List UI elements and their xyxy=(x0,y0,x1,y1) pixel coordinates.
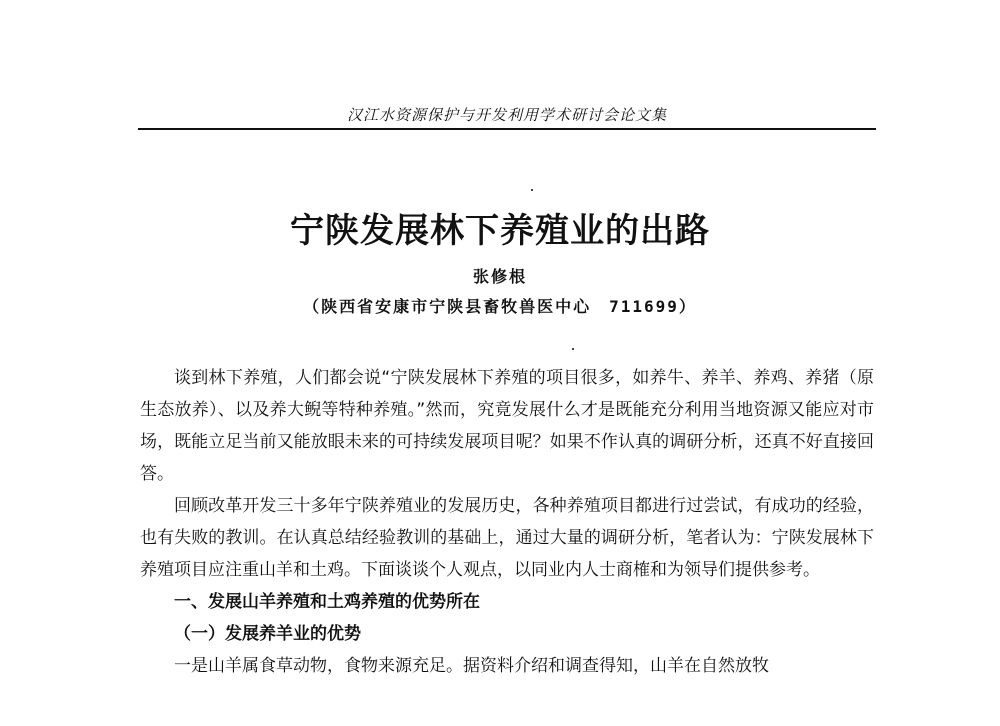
subsection-heading: （一）发展养羊业的优势 xyxy=(174,624,361,644)
article-author: 张修根 xyxy=(472,267,527,286)
body-paragraph: 谈到林下养殖，人们都会说“宁陕发展林下养殖的项目很多，如养牛、养羊、养鸡、养猪（原生态放养）、以及养大鲵等特种养殖。”然而，究竟发展什么才是既能充分利用当地资源又能应对市场，既能立足当前又能放眼未来的可持续发展项目呢？如果不作认真的调研分析，还真不好直接回答。 xyxy=(140,368,874,484)
scan-speck xyxy=(572,348,574,350)
body-paragraph: 一是山羊属食草动物，食物来源充足。据资料介绍和调查得知，山羊在自然放牧 xyxy=(174,656,769,676)
running-header: 汉江水资源保护与开发利用学术研讨会论文集 xyxy=(346,106,667,124)
article-title: 宁陕发展林下养殖业的出路 xyxy=(290,211,710,251)
section-heading: 一、发展山羊养殖和土鸡养殖的优势所在 xyxy=(174,592,480,612)
body-paragraph: 回顾改革开发三十多年宁陕养殖业的发展历史，各种养殖项目都进行过尝试，有成功的经验，也有失败的教训。在认真总结经验教训的基础上，通过大量的调研分析，笔者认为：宁陕发展林下养殖项目应注重山羊和土鸡。下面谈谈个人观点，以同业内人士商榷和为领导们提供参考。 xyxy=(140,496,874,580)
article-body xyxy=(140,362,874,682)
author-affiliation: （陕西省安康市宁陕县畜牧兽医中心 711699） xyxy=(303,297,697,316)
scan-speck xyxy=(531,189,533,191)
header-rule xyxy=(138,128,876,130)
